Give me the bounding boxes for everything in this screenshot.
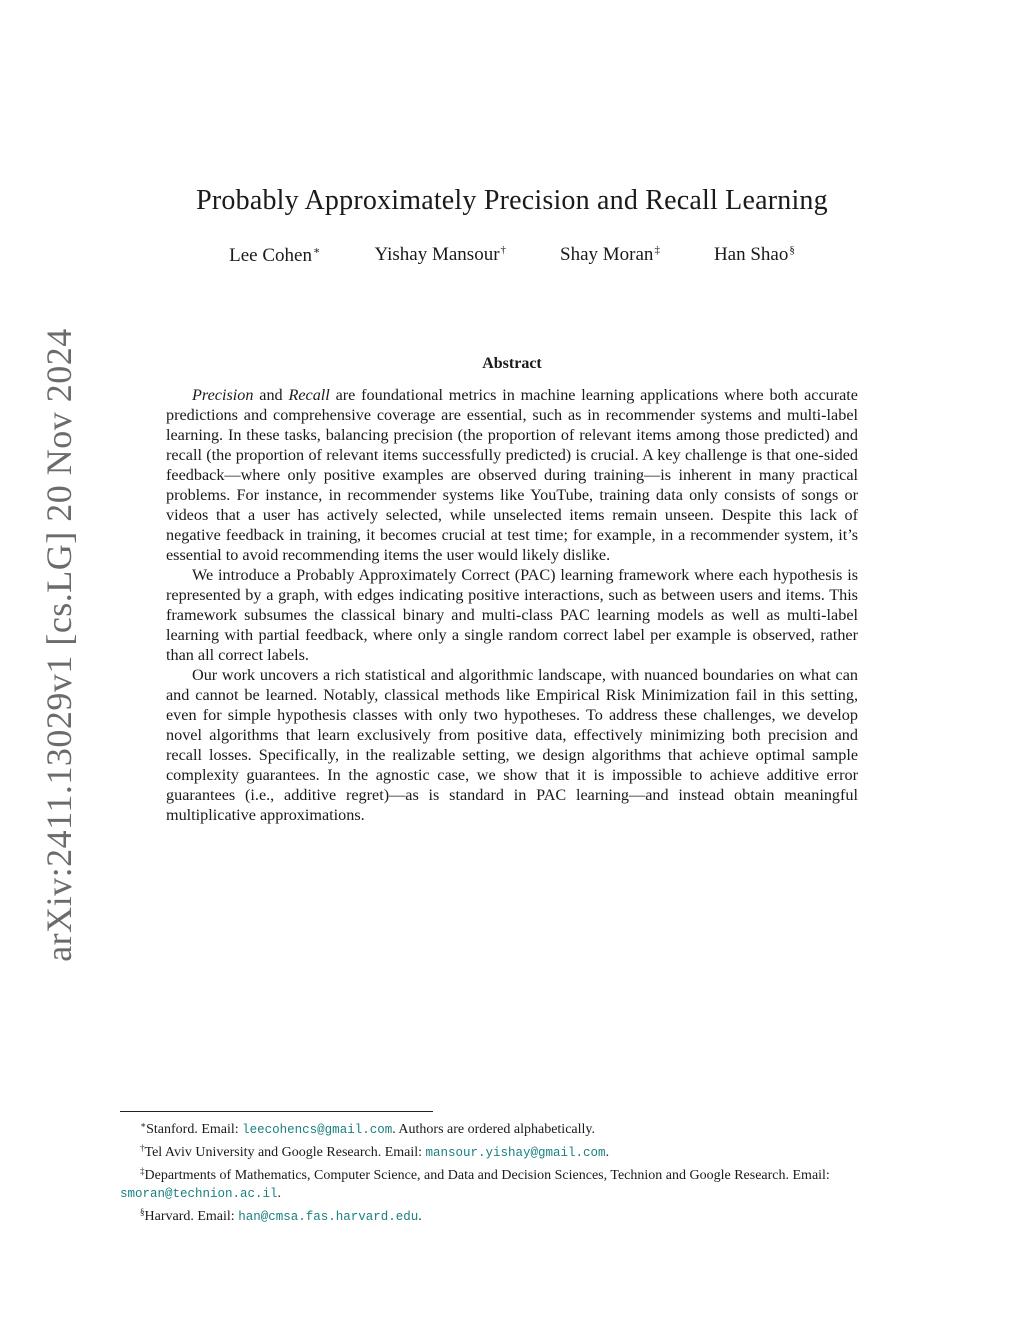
author-lee-cohen: Lee Cohen∗ xyxy=(229,245,321,266)
author-han-shao: Han Shao§ xyxy=(713,244,795,265)
paper-title: Probably Approximately Precision and Recall Learning xyxy=(196,185,828,216)
footnote-2: †Tel Aviv University and Google Research. Email: mansour.yishay@gmail.com. xyxy=(140,1143,610,1160)
author-list xyxy=(0,244,1024,267)
email-link[interactable]: smoran@technion.ac.il xyxy=(120,1187,278,1201)
footnote-1: ∗Stanford. Email: leecohencs@gmail.com. Authors are ordered alphabetically. xyxy=(140,1120,595,1137)
email-link[interactable]: mansour.yishay@gmail.com xyxy=(425,1146,606,1160)
footnote-4: §Harvard. Email: han@cmsa.fas.harvard.edu. xyxy=(140,1207,422,1224)
footnote-divider xyxy=(120,1111,433,1112)
abstract-paragraph-1: Precision and Recall are foundational metrics in machine learning applications where both accurate predictions and comprehensive coverage are essential, such as in recommender systems and multi-label learning. In these tasks, balancing precision (the proportion of relevant items among those predicted) and recall (the proportion of relevant items successfully predicted) is crucial. A key challenge is that one-sided feedback—where only positive examples are observed during training—is inherent in many practical problems. For instance, in recommender systems like YouTube, training data only consists of songs or videos that a user has actively selected, while unselected items remain unseen. Despite this lack of negative feedback in training, it becomes crucial at test time; for example, in a recommender system, it’s essential to avoid recommending items the user would likely dislike. xyxy=(166,386,858,564)
abstract-heading: Abstract xyxy=(482,355,542,372)
abstract-paragraph-3: Our work uncovers a rich statistical and algorithmic landscape, with nuanced boundaries on what can and cannot be learned. Notably, classical methods like Empirical Risk Minimization fail in this setting, even for simple hypothesis classes with only two hypotheses. To address these challenges, we develop novel algorithms that learn exclusively from positive data, effectively minimizing both precision and recall losses. Specifically, in the realizable setting, we design algorithms that achieve optimal sample complexity guarantees. In the agnostic case, we show that it is impossible to achieve additive error guarantees (i.e., additive regret)—as is standard in PAC learning—and instead obtain meaningful multiplicative approximations. xyxy=(166,666,858,824)
abstract-paragraph-2: We introduce a Probably Approximately Correct (PAC) learning framework where each hypothesis is represented by a graph, with edges indicating positive interactions, such as between users and items. This framework subsumes the classical binary and multi-class PAC learning models as well as multi-label learning with partial feedback, where only a single random correct label per example is observed, rather than all correct labels. xyxy=(166,566,858,664)
email-link[interactable]: leecohencs@gmail.com xyxy=(242,1123,393,1137)
author-yishay-mansour: Yishay Mansour† xyxy=(374,244,507,265)
footnotes xyxy=(120,1116,910,1226)
email-link[interactable]: han@cmsa.fas.harvard.edu xyxy=(238,1210,419,1224)
author-shay-moran: Shay Moran‡ xyxy=(560,244,660,265)
abstract-body xyxy=(166,385,858,825)
arxiv-identifier: arXiv:2411.13029v1 [cs.LG] 20 Nov 2024 xyxy=(39,328,79,962)
footnote-3: ‡Departments of Mathematics, Computer Science, and Data and Decision Sciences, Technion and Google Research. Email: smoran@technion.ac.il. xyxy=(120,1166,830,1201)
